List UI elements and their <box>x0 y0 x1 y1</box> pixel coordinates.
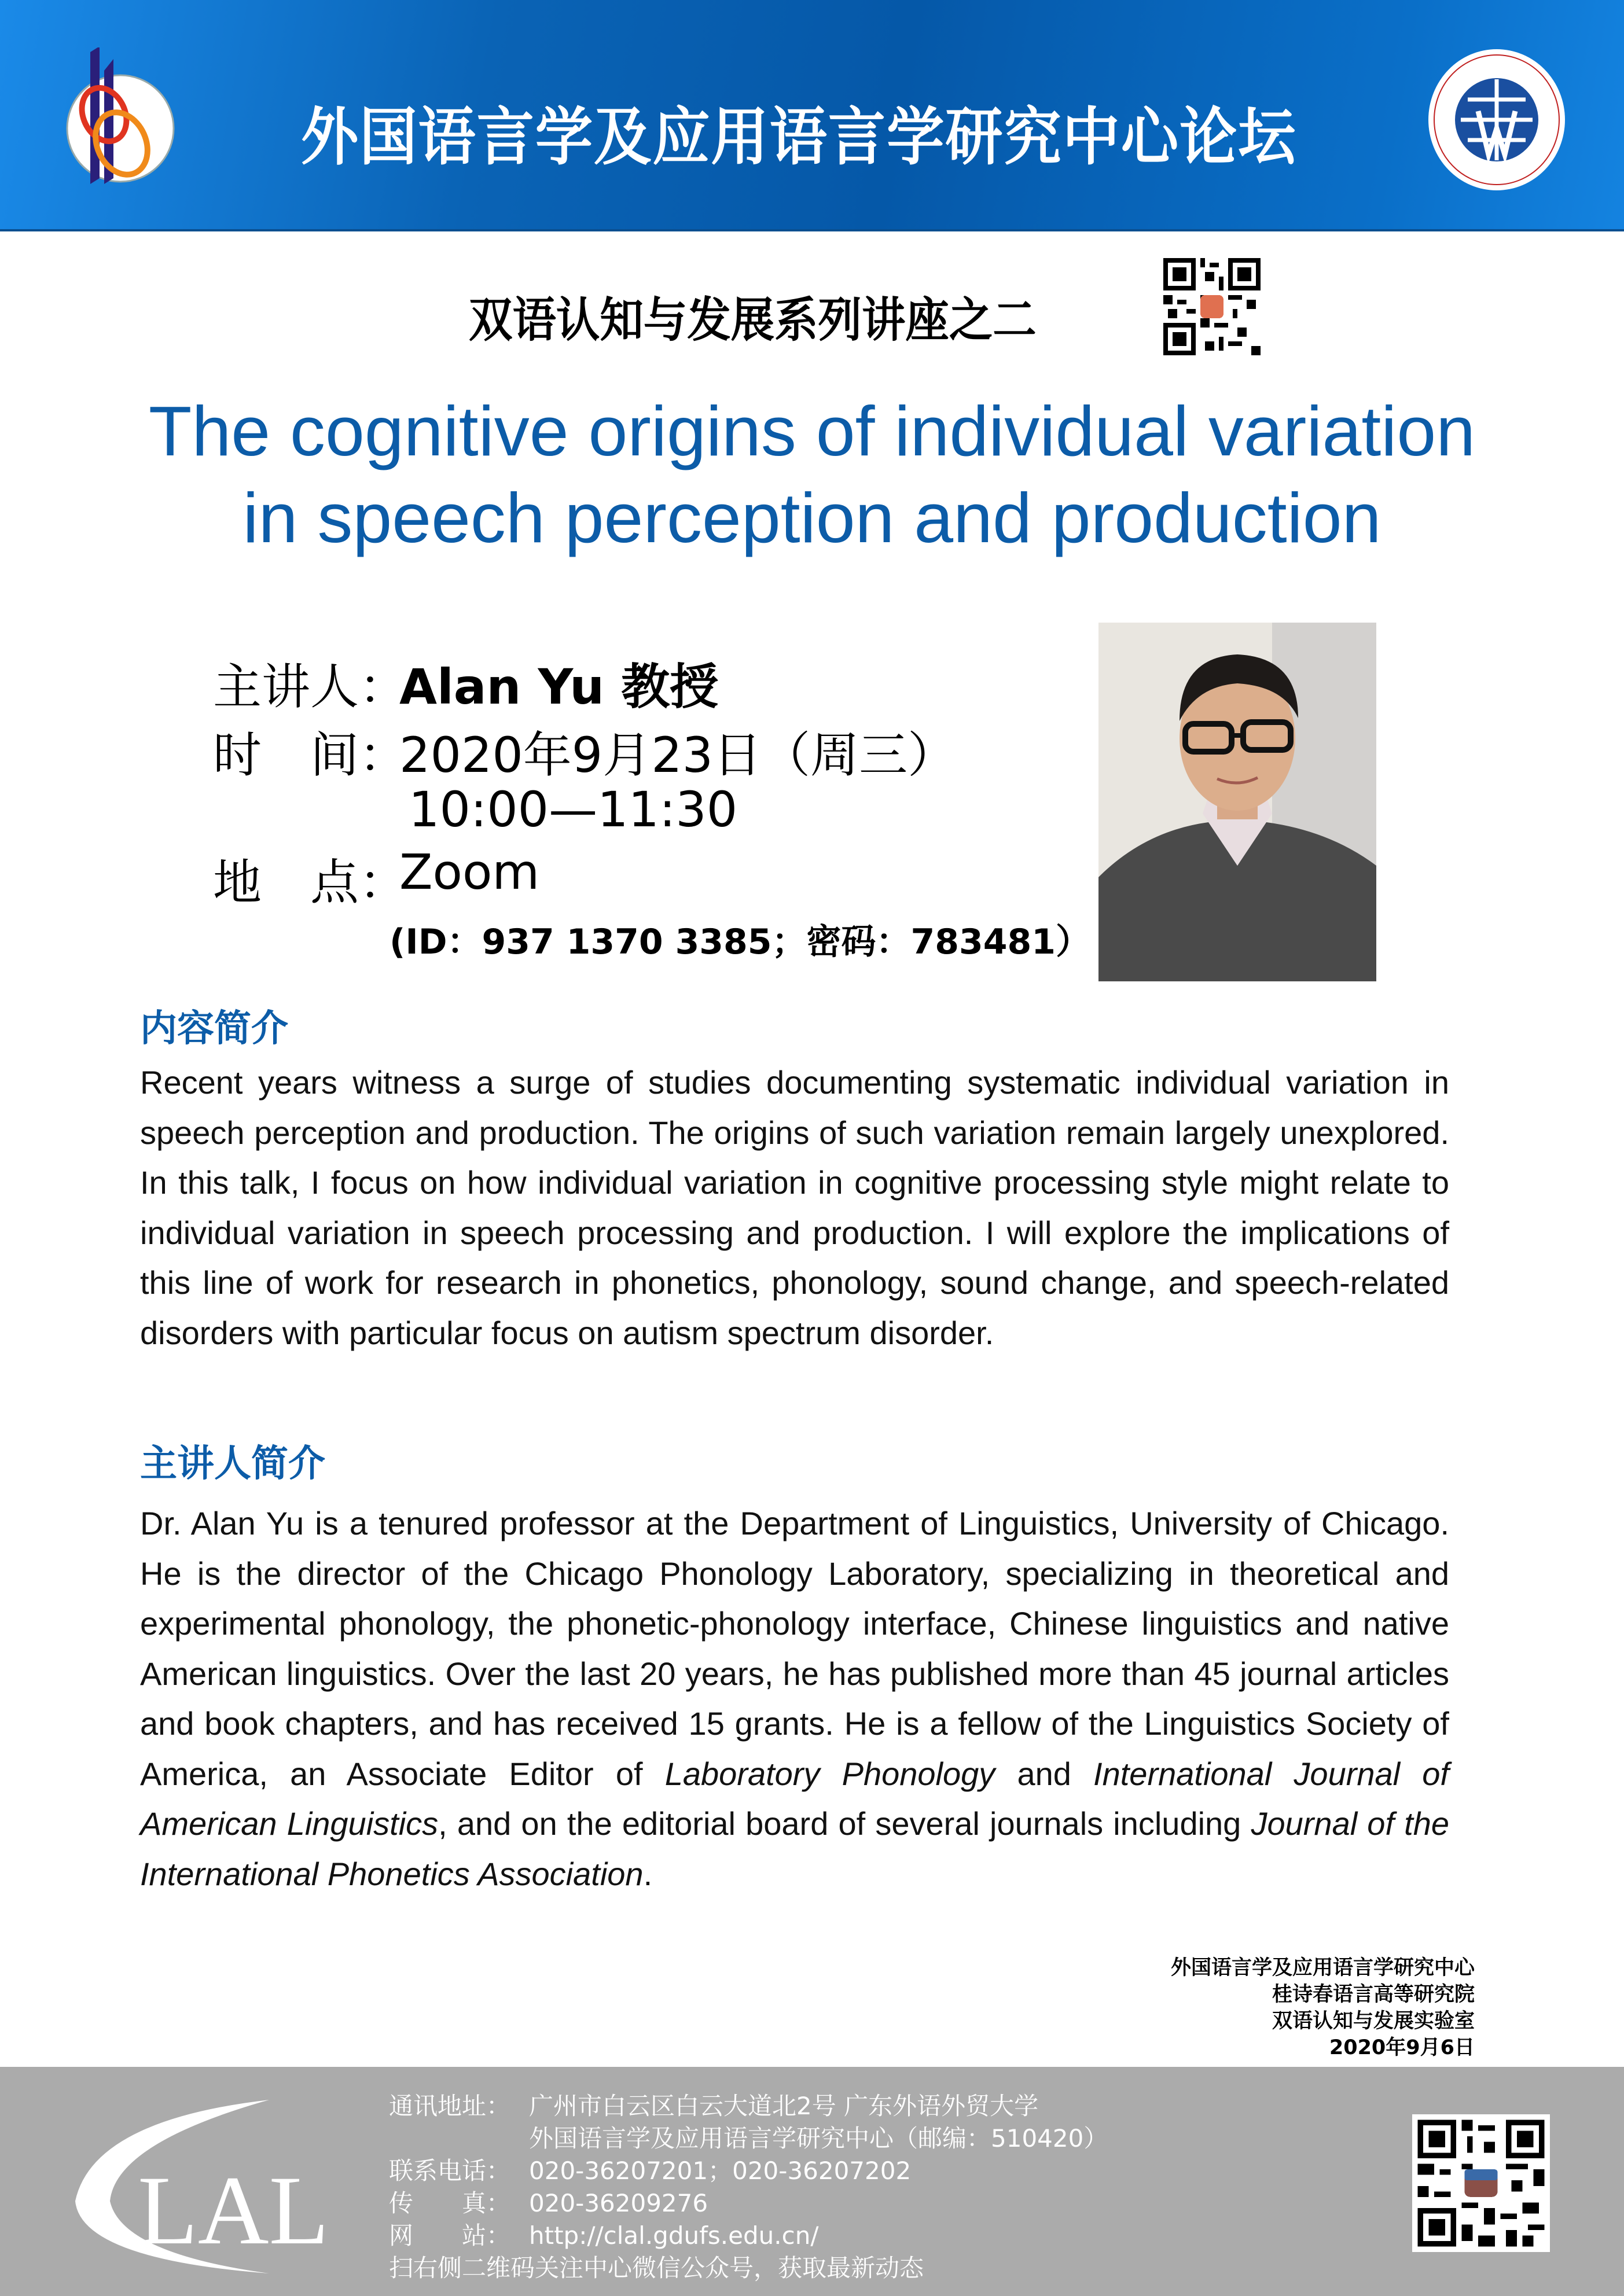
place-label: 地 点： <box>213 854 408 911</box>
talk-title <box>69 388 1555 561</box>
bio-text <box>140 1499 1449 1899</box>
organizer-2: 桂诗春语言高等研究院 <box>1272 1983 1475 2006</box>
organizer-1: 外国语言学及应用语言学研究中心 <box>1170 1956 1475 1979</box>
website-link[interactable]: http://clal.gdufs.edu.cn/ <box>529 2221 819 2250</box>
svg-text:LAL: LAL <box>138 2156 329 2265</box>
address-line-1: 广州市白云区白云大道北2号 广东外语外贸大学 <box>529 2092 1039 2120</box>
time-label: 时 间： <box>213 727 408 783</box>
journal-ijal: International Journal of American Linguistics <box>140 1755 1449 1842</box>
bio-text-part: , and on the editorial board of several journals including <box>438 1805 1251 1842</box>
date-value: 2020年9月23日（周三） <box>399 727 957 783</box>
contact-info <box>389 2090 1108 2284</box>
journal-laboratory-phonology: Laboratory Phonology <box>664 1755 995 1792</box>
qr-note-row <box>389 2252 924 2284</box>
abstract-text: Recent years witness a surge of studies documenting systematic individual variation in speech perception and production. The origins of such variation remain largely unexplored. In this talk, I focus on how individual variation in cognitive processing style might relate to individual variation in speech processing and production. I will explore the implications of this line of work for research in phonetics, phonology, sound change, and speech-related disorders with particular focus on autism spectrum disorder. <box>140 1064 1449 1351</box>
wechat-qr-code-icon[interactable] <box>1412 2114 1550 2252</box>
phone-row <box>389 2155 924 2187</box>
address-line-2: 外国语言学及应用语言学研究中心（邮编：510420） <box>529 2124 1108 2152</box>
fax-row <box>389 2187 924 2220</box>
talk-title-line-1: The cognitive origins of individual variation <box>148 392 1476 470</box>
bio-text-part: . <box>643 1855 653 1892</box>
header-banner <box>0 0 1624 231</box>
abstract-heading: 内容简介 <box>140 1007 288 1050</box>
bio-heading: 主讲人简介 <box>140 1443 325 1485</box>
qr-note: 扫右侧二维码关注中心微信公众号，获取最新动态 <box>389 2254 924 2282</box>
footer <box>0 2067 1624 2296</box>
forum-title: 外国语言学及应用语言学研究中心论坛 <box>301 101 1297 174</box>
bio-text-part: Dr. Alan Yu is a tenured professor at the Department of Linguistics, University of Chicago. He is the director of the Chicago Phonology Laboratory, specializing in theoretical and experimental phonology, the phonetic-phonology interface, Chinese linguistics and native American linguistics. Over the last 20 years, he has published more than 45 journal articles and book chapters, and has received 15 grants. He is a fellow of the Linguistics Society of America, an Associate Editor of <box>140 1505 1449 1792</box>
series-title: 双语认知与发展系列讲座之二 <box>469 293 1037 348</box>
bio-text-part: and <box>995 1755 1094 1792</box>
speaker-photo <box>1098 623 1376 981</box>
gdufs-university-logo-icon <box>1426 47 1567 192</box>
qr-code-icon[interactable] <box>1163 258 1261 355</box>
time-range-value: 10:00—11:30 <box>409 781 738 838</box>
key-research-institute-logo-icon <box>51 47 230 184</box>
organizer-signoff <box>1171 1955 1475 2061</box>
organizer-3: 双语认知与发展实验室 <box>1272 2010 1475 2033</box>
place-value: Zoom <box>399 844 540 900</box>
address-row <box>389 2090 1039 2122</box>
address-label: 通讯地址： <box>389 2092 511 2120</box>
website-row <box>389 2220 924 2252</box>
address-row-2 <box>389 2122 1108 2155</box>
speaker-label: 主讲人： <box>213 658 408 715</box>
signoff-date: 2020年9月6日 <box>1329 2036 1475 2059</box>
website-label: 网 站： <box>389 2221 511 2250</box>
fax-value: 020-36209276 <box>529 2189 708 2217</box>
zoom-meeting-details: (ID：937 1370 3385；密码：783481） <box>390 922 1091 962</box>
phone-label: 联系电话： <box>389 2157 511 2185</box>
talk-title-line-2: in speech perception and production <box>243 479 1381 557</box>
speaker-value: Alan Yu 教授 <box>399 658 719 715</box>
clal-logo-icon <box>69 2096 359 2281</box>
fax-label: 传 真： <box>389 2189 511 2217</box>
journal-jipa: Journal of the International Phonetics Association <box>140 1805 1450 1892</box>
phone-value: 020-36207201；020-36207202 <box>529 2157 912 2185</box>
